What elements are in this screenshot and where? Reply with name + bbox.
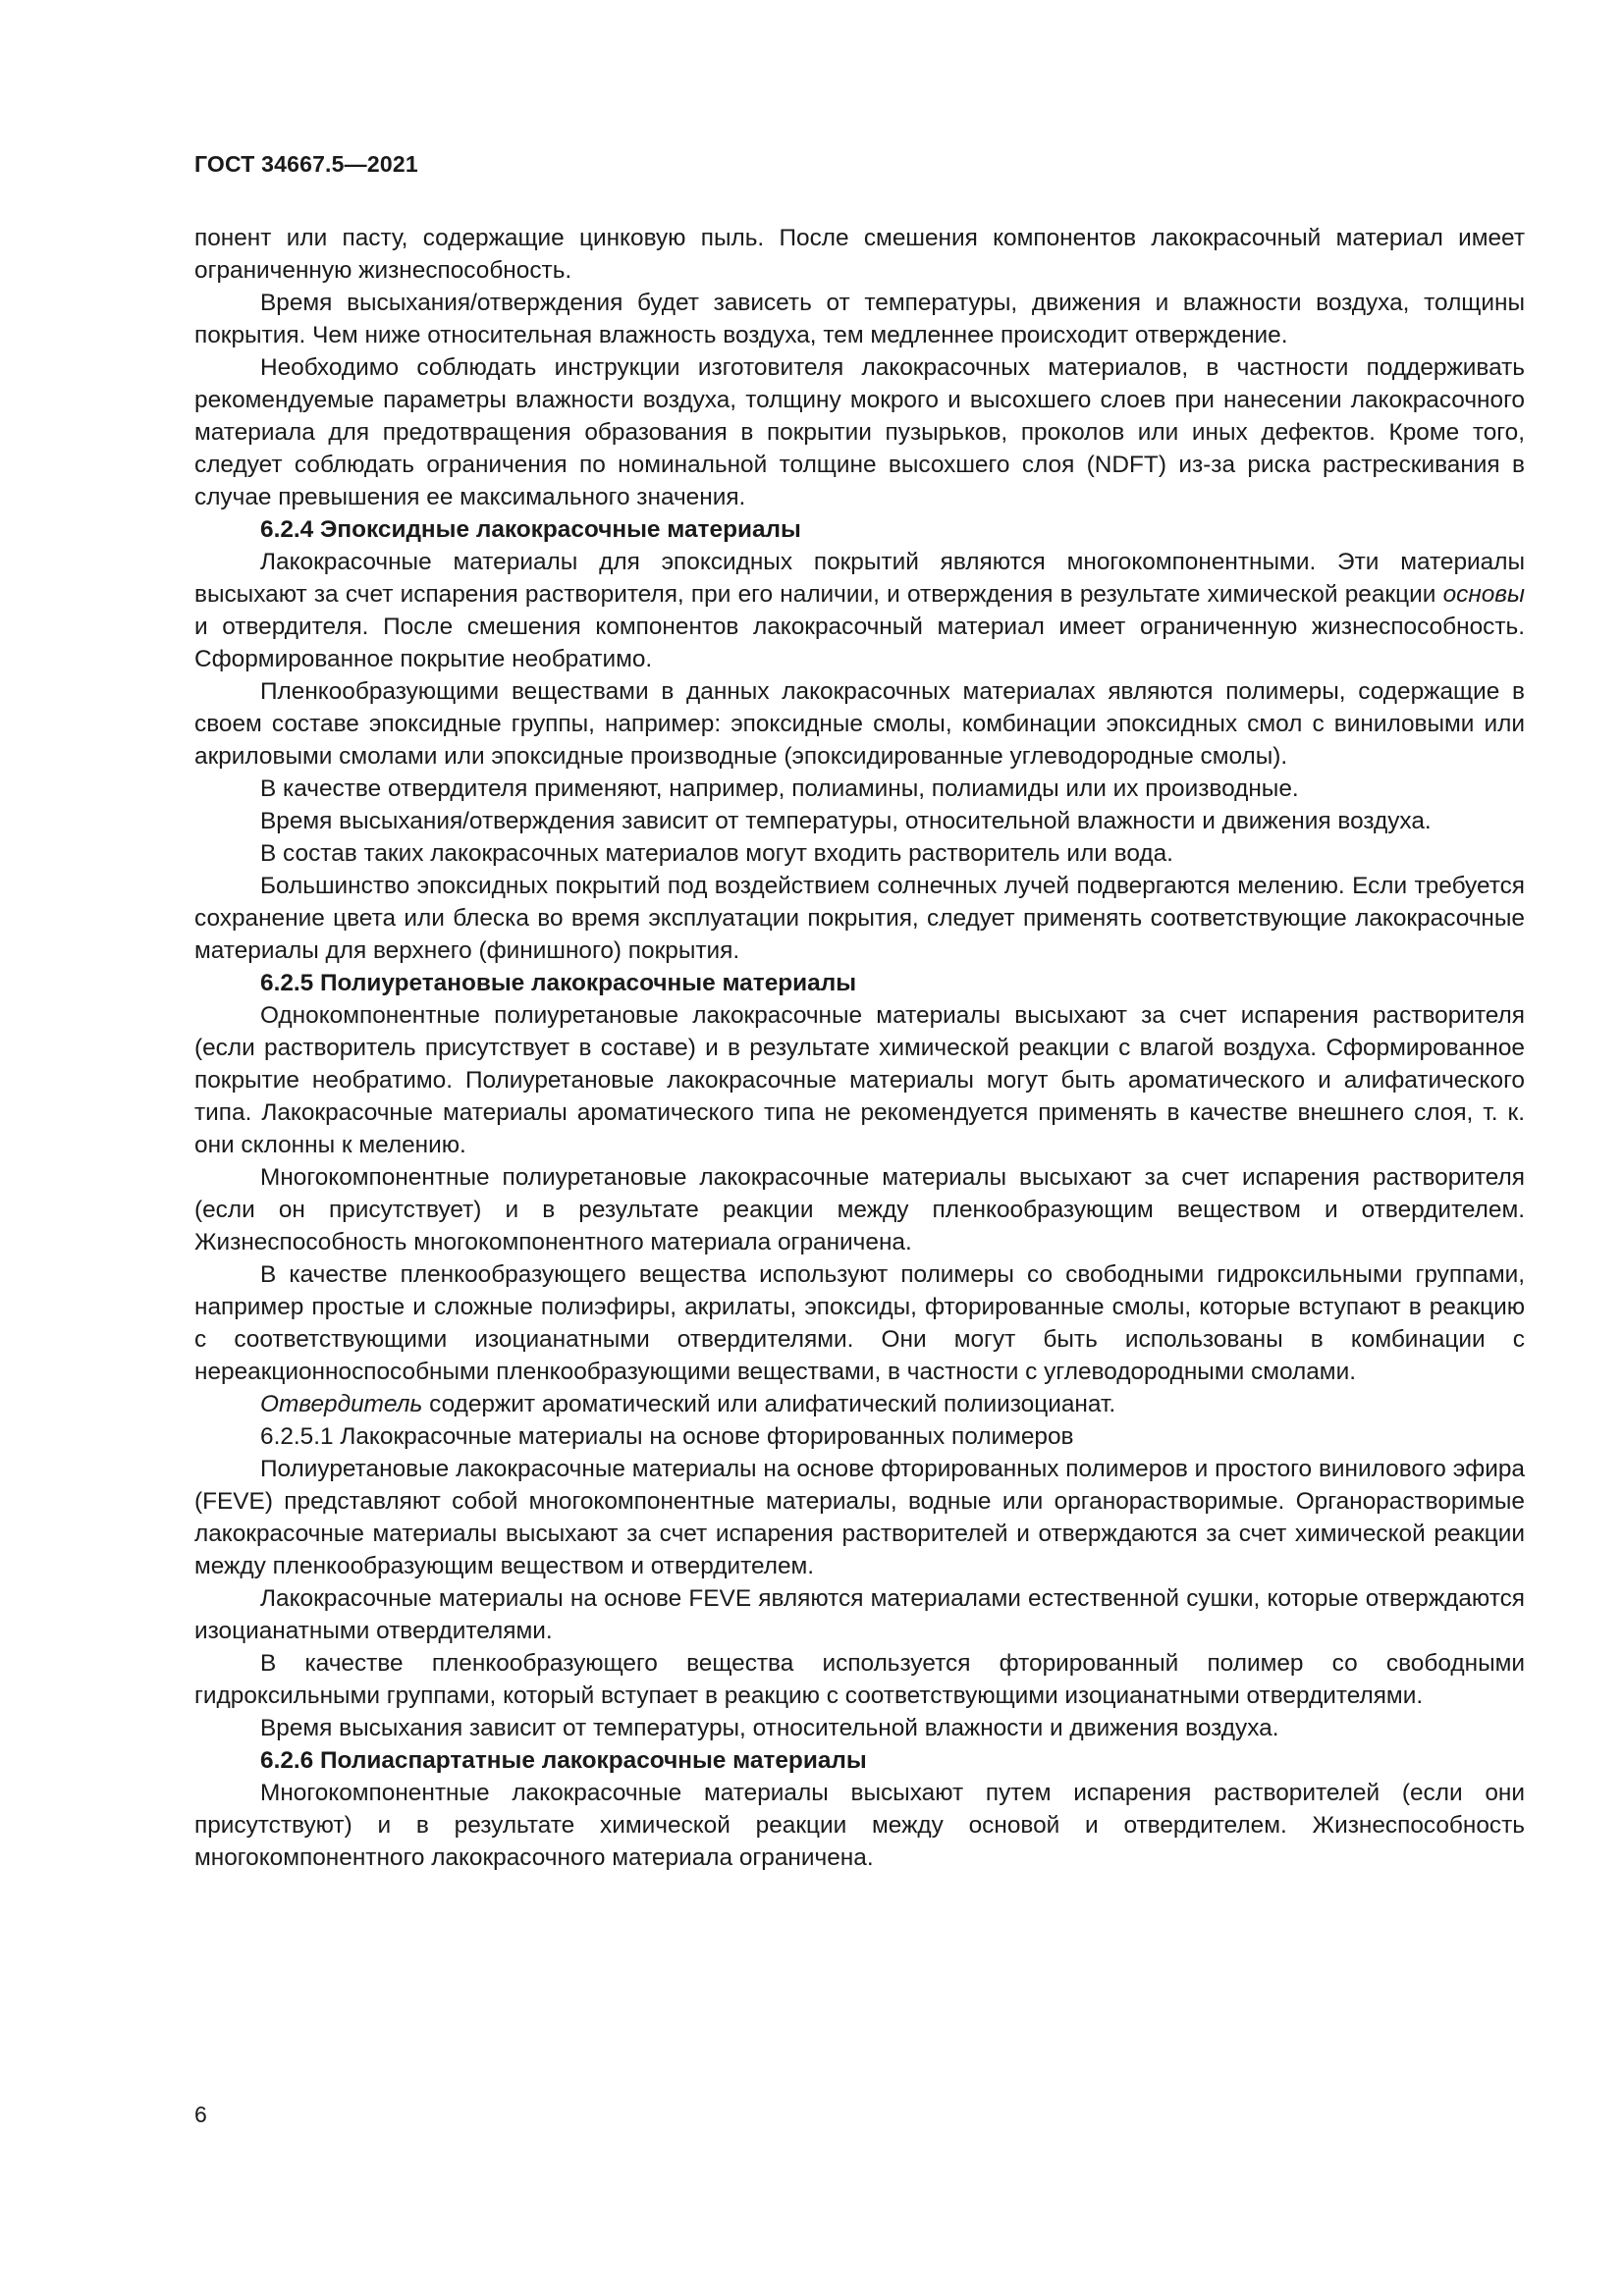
paragraph: Время высыхания/отверждения будет зависеть от температуры, движения и влажности воздуха, толщины покрытия. Чем ниже относительная влажность воздуха, тем медленнее происходит отверждение.: [194, 290, 1525, 348]
emphasized-term: Отвердитель: [260, 1391, 423, 1417]
paragraph: Время высыхания зависит от температуры, относительной влажности и движения воздуха.: [260, 1715, 1279, 1741]
emphasized-term: основы: [1442, 581, 1525, 608]
paragraph: В качестве пленкообразующего вещества используется фторированный полимер со свободными гидроксильными группами, который вступает в реакцию с соответствующими изоцианатными отвердителями.: [194, 1650, 1525, 1709]
paragraph: понент или пасту, содержащие цинковую пыль. После смешения компонентов лакокрасочный материал имеет ограниченную жизнеспособность.: [194, 225, 1525, 284]
paragraph-text: Лакокрасочные материалы для эпоксидных покрытий являются многокомпонентными. Эти материалы высыхают за счет испарения растворителя, при его наличии, и отверждения в результате химической реакции: [194, 549, 1525, 608]
paragraph: [194, 546, 1525, 675]
paragraph: Пленкообразующими веществами в данных лакокрасочных материалах являются полимеры, содержащие в своем составе эпоксидные группы, например: эпоксидные смолы, комбинации эпоксидных смол с виниловыми или акриловыми смолами или эпоксидные производные (эпоксидированные углеводородные смолы).: [194, 678, 1525, 770]
paragraph: Необходимо соблюдать инструкции изготовителя лакокрасочных материалов, в частности поддерживать рекомендуемые параметры влажности воздуха, толщину мокрого и высохшего слоев при нанесении лакокрасочного материала для предотвращения образования в покрытии пузырьков, проколов или иных дефектов. Кроме того, следует соблюдать ограничения по номинальной толщине высохшего слоя (NDFT) из-за риска растрескивания в случае превышения ее максимального значения.: [194, 354, 1525, 510]
paragraph: Лакокрасочные материалы на основе FEVE являются материалами естественной сушки, которые отверждаются изоцианатными отвердителями.: [194, 1585, 1525, 1644]
paragraph: Многокомпонентные полиуретановые лакокрасочные материалы высыхают за счет испарения растворителя (если он присутствует) и в результате реакции между пленкообразующим веществом и отвердителем. Жизнеспособность многокомпонентного материала ограничена.: [194, 1164, 1525, 1255]
paragraph: [194, 1388, 1525, 1420]
paragraph: В качестве пленкообразующего вещества используют полимеры со свободными гидроксильными группами, например простые и сложные полиэфиры, акрилаты, эпоксиды, фторированные смолы, которые вступают в реакцию с соответствующими изоцианатными отвердителями. Они могут быть использованы в комбинации с нереакционноспособными пленкообразующими веществами, в частности с углеводородными смолами.: [194, 1261, 1525, 1385]
section-heading-6-2-5: 6.2.5 Полиуретановые лакокрасочные материалы: [260, 970, 857, 996]
paragraph: Время высыхания/отверждения зависит от температуры, относительной влажности и движения воздуха.: [260, 808, 1432, 834]
section-heading-6-2-6: 6.2.6 Полиаспартатные лакокрасочные материалы: [260, 1747, 867, 1774]
paragraph: Многокомпонентные лакокрасочные материалы высыхают путем испарения растворителей (если они присутствуют) и в результате химической реакции между основой и отвердителем. Жизнеспособность многокомпонентного лакокрасочного материала ограничена.: [194, 1780, 1525, 1871]
paragraph-text: содержит ароматический или алифатический полиизоцианат.: [422, 1391, 1116, 1417]
document-body: [194, 222, 1525, 1874]
paragraph: В состав таких лакокрасочных материалов могут входить растворитель или вода.: [260, 840, 1173, 867]
paragraph: В качестве отвердителя применяют, например, полиамины, полиамиды или их производные.: [260, 775, 1299, 802]
paragraph: Однокомпонентные полиуретановые лакокрасочные материалы высыхают за счет испарения растворителя (если растворитель присутствует в составе) и в результате химической реакции с влагой воздуха. Сформированное покрытие необратимо. Полиуретановые лакокрасочные материалы могут быть ароматического и алифатического типа. Лакокрасочные материалы ароматического типа не рекомендуется применять в качестве внешнего слоя, т. к. они склонны к мелению.: [194, 1002, 1525, 1158]
paragraph-text: и отвердителя. После смешения компонентов лакокрасочный материал имеет ограниченную жизнеспособность. Сформированное покрытие необратимо.: [194, 614, 1525, 672]
section-heading-6-2-4: 6.2.4 Эпоксидные лакокрасочные материалы: [260, 516, 801, 543]
document-header: ГОСТ 34667.5—2021: [194, 151, 418, 177]
paragraph: Полиуретановые лакокрасочные материалы на основе фторированных полимеров и простого винилового эфира (FEVE) представляют собой многокомпонентные материалы, водные или органорастворимые. Органорастворимые лакокрасочные материалы высыхают за счет испарения растворителей и отверждаются за счет химической реакции между пленкообразующим веществом и отвердителем.: [194, 1456, 1525, 1579]
paragraph: Большинство эпоксидных покрытий под воздействием солнечных лучей подвергаются мелению. Если требуется сохранение цвета или блеска во время эксплуатации покрытия, следует применять соответствующие лакокрасочные материалы для верхнего (финишного) покрытия.: [194, 873, 1525, 964]
page-number: 6: [194, 2102, 207, 2127]
subsection-heading-6-2-5-1: 6.2.5.1 Лакокрасочные материалы на основе фторированных полимеров: [260, 1423, 1074, 1450]
